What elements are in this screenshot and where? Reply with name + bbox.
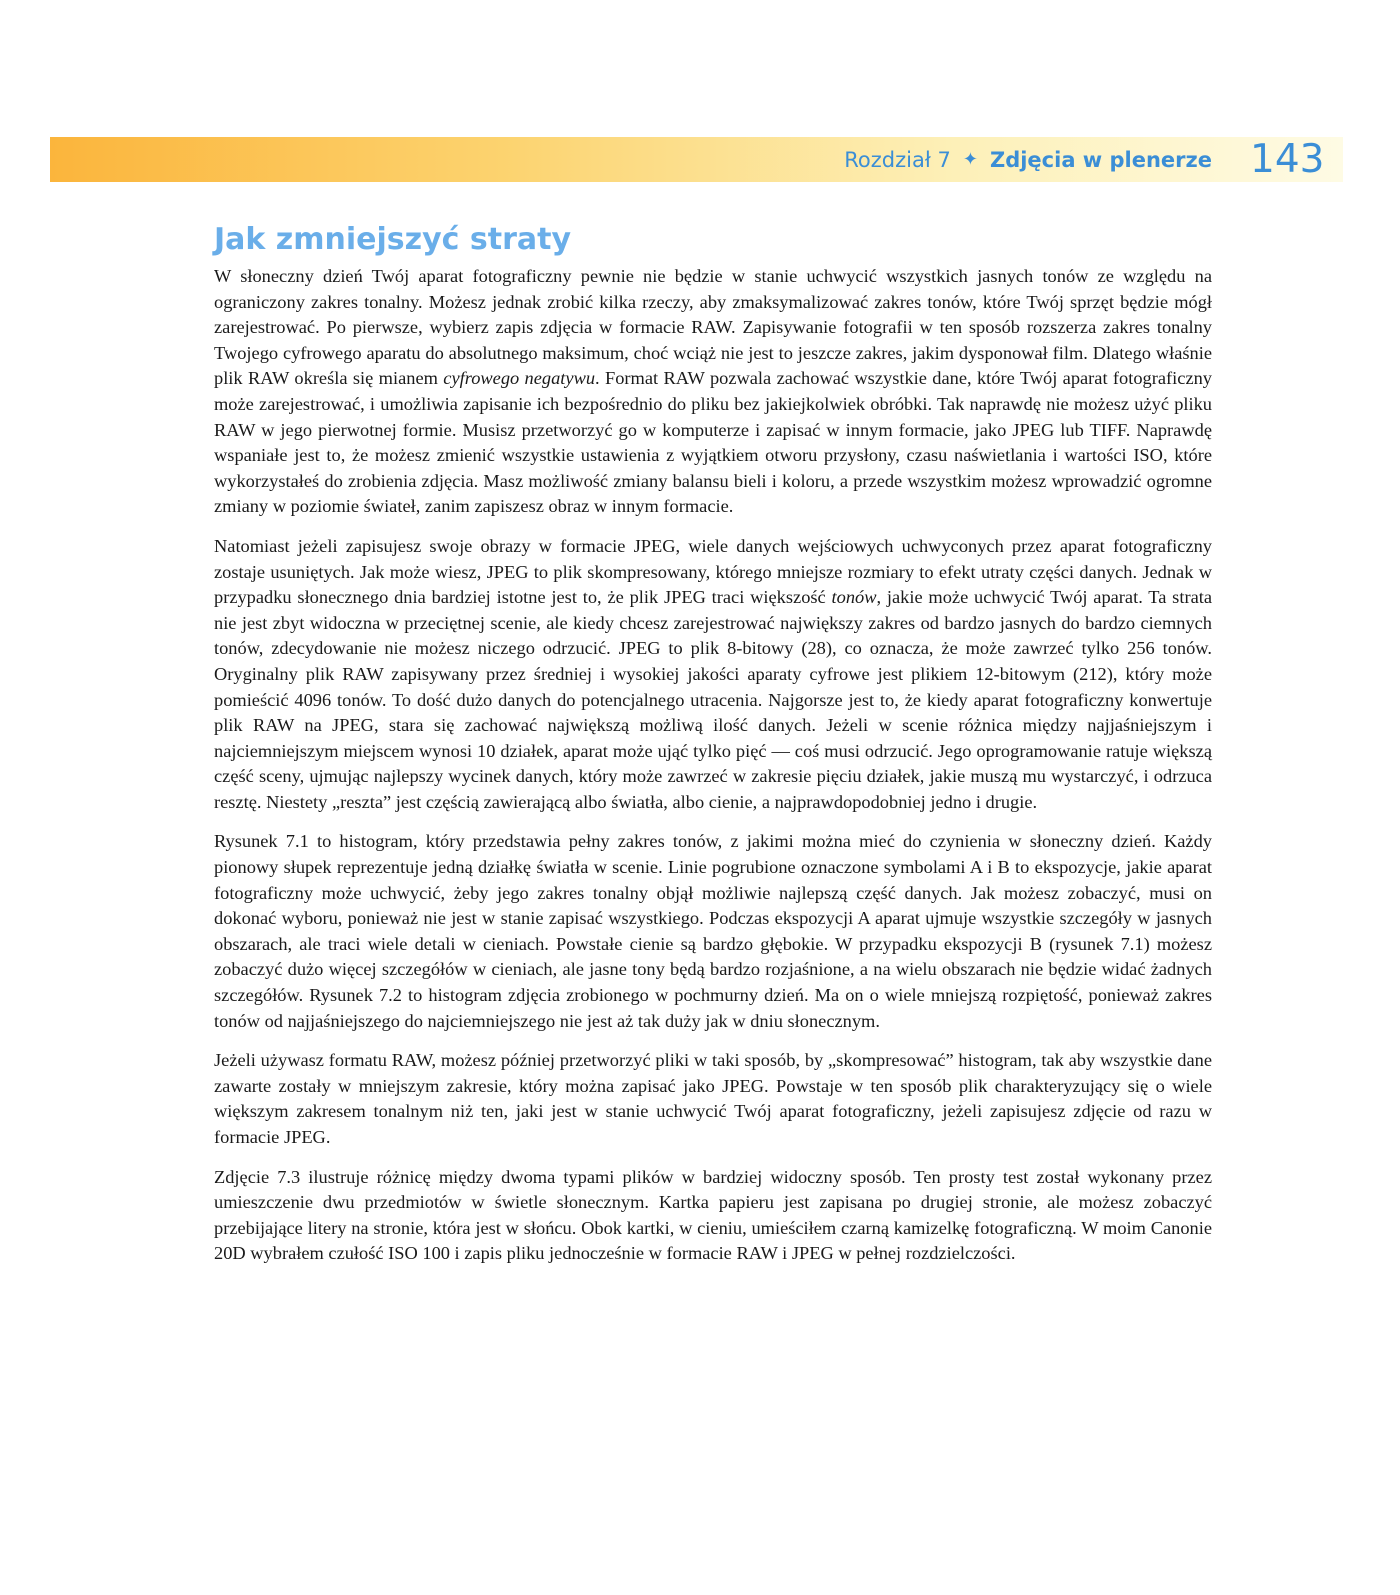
paragraphs-container <box>214 264 1212 1267</box>
italic-run: cyfrowego negatywu <box>443 368 596 389</box>
body-paragraph <box>214 264 1212 520</box>
text-run: Zdjęcie 7.3 ilustruje różnicę między dwoma typami plików w bardziej widoczny sposób. Ten prosty test został wykonany przez umieszczenie dwu przedmiotów w świetle słonecznym. Kartka papieru jest zapisana po drugiej stronie, ale możesz zobaczyć przebijające litery na stronie, która jest w słońcu. Obok kartki, w cieniu, umieściłem czarną kamizelkę fotograficzną. W moim Canonie 20D wybrałem czułość ISO 100 i zapis pliku jednocześnie w formacie RAW i JPEG w pełnej rozdzielczości. <box>214 1166 1212 1264</box>
chapter-label: Rozdział 7 <box>844 147 951 172</box>
body-paragraph <box>214 534 1212 816</box>
page-number: 143 <box>1250 137 1325 182</box>
section-heading: Jak zmniejszyć straty <box>214 222 572 257</box>
body-paragraph <box>214 1165 1212 1267</box>
running-head <box>844 137 1212 182</box>
text-run: W słoneczny dzień Twój aparat fotograficzny pewnie nie będzie w stanie uchwycić wszystkich jasnych tonów ze względu na ograniczony zakres tonalny. Możesz jednak zrobić kilka rzeczy, aby zmaksymalizować zakres tonów, które Twój sprzęt będzie mógł zarejestrować. Po pierwsze, wybierz zapis zdjęcia w formacie RAW. Zapisywanie fotografii w ten sposób rozszerza zakres tonalny Twojego cyfrowego aparatu do absolutnego maksimum, choć wciąż nie jest to jeszcze zakres, jakim dysponował film. Dlatego właśnie plik RAW określa się mianem <box>214 266 1212 389</box>
text-run: Rysunek 7.1 to histogram, który przedstawia pełny zakres tonów, z jakimi można mieć do czynienia w słoneczny dzień. Każdy pionowy słupek reprezentuje jedną działkę światła w scenie. Linie pogrubione oznaczone symbolami A i B to ekspozycje, jakie aparat fotograficzny może uchwycić, żeby jego zakres tonalny objął możliwie najlepszą część danych. Jak możesz zobaczyć, musi on dokonać wyboru, ponieważ nie jest w stanie zapisać wszystkiego. Podczas ekspozycji A aparat ujmuje wszystkie szczegóły w jasnych obszarach, ale traci wiele detali w cieniach. Powstałe cienie są bardzo głębokie. W przypadku ekspozycji B (rysunek 7.1) możesz zobaczyć dużo więcej szczegółów w cieniach, ale jasne tony będą bardzo rozjaśnione, a na wielu obszarach nie będzie widać żadnych szczegółów. Rysunek 7.2 to histogram zdjęcia zrobionego w pochmurny dzień. Ma on o wiele mniejszą rozpiętość, ponieważ zakres tonów od najjaśniejszego do najciemniejszego nie jest aż tak duży jak w dniu słonecznym. <box>214 831 1212 1031</box>
text-run: . Format RAW pozwala zachować wszystkie dane, które Twój aparat fotograficzny może zarejestrować, i umożliwia zapisanie ich bezpośrednio do pliku bez jakiejkolwiek obróbki. Tak naprawdę nie możesz użyć pliku RAW w jego pierwotnej formie. Musisz przetworzyć go w komputerze i zapisać w innym formacie, jako JPEG lub TIFF. Naprawdę wspaniałe jest to, że możesz zmienić wszystkie ustawienia z wyjątkiem otworu przysłony, czasu naświetlania i wartości ISO, które wykorzystałeś do zrobienia zdjęcia. Masz możliwość zmiany balansu bieli i koloru, a przede wszystkim możesz wprowadzić ogromne zmiany w poziomie świateł, zanim zapiszesz obraz w innym formacie. <box>214 368 1212 517</box>
body-paragraph <box>214 1048 1212 1150</box>
separator-icon: ✦ <box>962 149 978 170</box>
section-title: Zdjęcia w plenerze <box>989 147 1212 172</box>
text-run: , jakie może uchwycić Twój aparat. Ta strata nie jest zbyt widoczna w przeciętnej scenie, ale kiedy chcesz zarejestrować największy zakres od bardzo jasnych do bardzo ciemnych tonów, zdecydowanie nie możesz niczego odrzucić. JPEG to plik 8-bitowy (28), co oznacza, że może zawrzeć tylko 256 tonów. Oryginalny plik RAW zapisywany przez średniej i wysokiej jakości aparaty cyfrowe jest plikiem 12-bitowym (212), który może pomieścić 4096 tonów. To dość dużo danych do potencjalnego utracenia. Najgorsze jest to, że kiedy aparat fotograficzny konwertuje plik RAW na JPEG, stara się zachować największą możliwą ilość danych. Jeżeli w scenie różnica między najjaśniejszym i najciemniejszym miejscem wynosi 10 działek, aparat może ująć tylko pięć — coś musi odrzucić. Jego oprogramowanie ratuje większą część sceny, ujmując najlepszy wycinek danych, który może zawrzeć w zakresie pięciu działek, jakie muszą mu wystarczyć, i odrzuca resztę. Niestety „reszta” jest częścią zawierającą albo światła, albo cienie, a najprawdopodobniej jedno i drugie. <box>214 587 1212 812</box>
article-body <box>214 222 1212 1281</box>
text-run: Natomiast jeżeli zapisujesz swoje obrazy w formacie JPEG, wiele danych wejściowych uchwyconych przez aparat fotograficzny zostaje usuniętych. Jak może wiesz, JPEG to plik skompresowany, którego mniejsze rozmiary to efekt utraty części danych. Jednak w przypadku słonecznego dnia bardziej istotne jest to, że plik JPEG traci większość <box>214 535 1212 608</box>
text-run: Jeżeli używasz formatu RAW, możesz później przetworzyć pliki w taki sposób, by „skompresować” histogram, tak aby wszystkie dane zawarte zostały w mniejszym zakresie, który można zapisać jako JPEG. Powstaje w ten sposób plik charakteryzujący się o wiele większym zakresem tonalnym niż ten, jaki jest w stanie uchwycić Twój aparat fotograficzny, jeżeli zapisujesz zdjęcie od razu w formacie JPEG. <box>214 1050 1212 1147</box>
italic-run: tonów <box>831 587 877 608</box>
body-paragraph <box>214 829 1212 1034</box>
